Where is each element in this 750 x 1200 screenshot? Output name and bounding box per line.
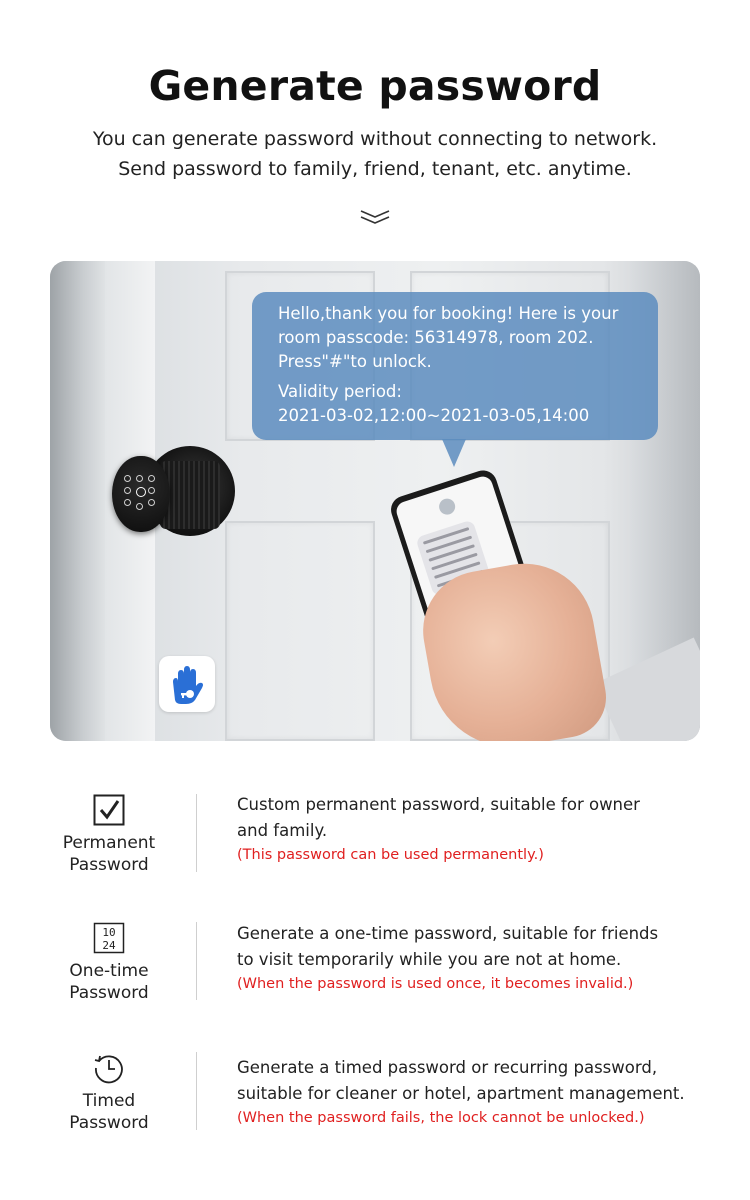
feature-desc-line: Generate a timed password or recurring password, (237, 1058, 658, 1077)
digits-icon (93, 922, 125, 954)
keypad-icon (122, 473, 158, 517)
message-line: Validity period: (278, 382, 402, 401)
divider (196, 794, 197, 872)
feature-one-time-password (0, 918, 750, 1018)
message-line: room passcode: 56314978, room 202. (278, 328, 594, 347)
feature-label-line-2: Password (69, 983, 149, 1003)
timer-icon (93, 1052, 125, 1084)
svg-text:24: 24 (102, 939, 116, 952)
feature-desc-line: and family. (237, 821, 328, 840)
subtitle-line-2: Send password to family, friend, tenant, etc. anytime. (118, 158, 632, 180)
svg-text:10: 10 (102, 926, 116, 939)
feature-timed-password (0, 1048, 750, 1148)
double-chevron-down-icon (359, 208, 391, 226)
feature-label-line-1: Timed (82, 1091, 136, 1111)
page-title: Generate password (148, 62, 602, 110)
feature-desc-line: to visit temporarily while you are not at home. (237, 950, 622, 969)
door-frame (50, 261, 105, 741)
feature-note: (When the password fails, the lock cannot be unlocked.) (237, 1110, 645, 1126)
avatar-icon (437, 497, 457, 517)
divider (196, 922, 197, 1000)
feature-description (237, 1055, 707, 1129)
feature-desc-line: Custom permanent password, suitable for owner (237, 795, 640, 814)
feature-permanent-password (0, 790, 750, 890)
feature-description (237, 792, 707, 866)
passcode-message-bubble (252, 292, 658, 440)
feature-label-line-1: One-time (69, 961, 149, 981)
feature-label-line-2: Password (69, 1113, 149, 1133)
checkbox-icon (93, 794, 125, 826)
feature-desc-line: Generate a one-time password, suitable for friends (237, 924, 659, 943)
hand-key-icon (159, 656, 215, 712)
bubble-tail (442, 439, 466, 467)
message-line: Hello,thank you for booking! Here is your (278, 304, 619, 323)
feature-note: (This password can be used permanently.) (237, 847, 544, 863)
message-line: Press"#"to unlock. (278, 352, 432, 371)
message-line: 2021-03-02,12:00~2021-03-05,14:00 (278, 406, 590, 425)
feature-description (237, 921, 707, 995)
feature-note: (When the password is used once, it becomes invalid.) (237, 976, 634, 992)
feature-label-line-2: Password (69, 855, 149, 875)
product-photo (50, 261, 700, 741)
divider (196, 1052, 197, 1130)
door-panel (225, 521, 375, 741)
subtitle-line-1: You can generate password without connecting to network. (92, 128, 658, 150)
feature-label-line-1: Permanent (62, 833, 156, 853)
app-logo (159, 656, 215, 712)
feature-desc-line: suitable for cleaner or hotel, apartment management. (237, 1084, 685, 1103)
